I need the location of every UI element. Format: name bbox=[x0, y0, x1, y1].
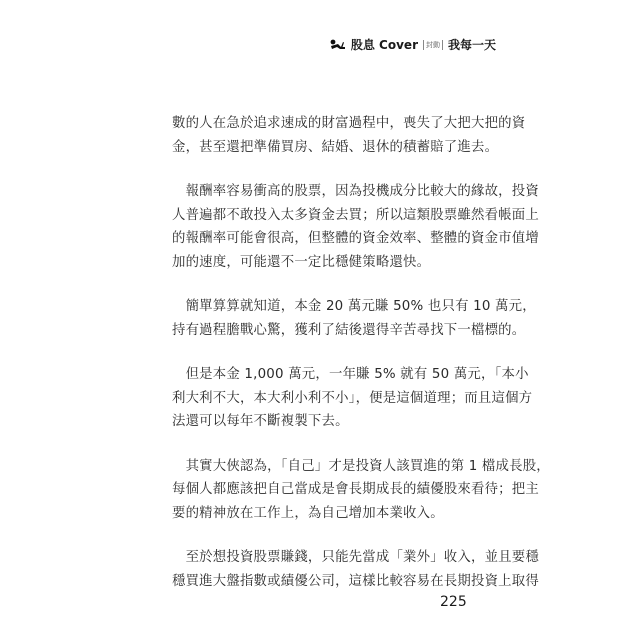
text-line: 人普遍都不敢投入太多資金去買；所以這類股票雖然看帳面上 bbox=[172, 207, 539, 223]
paragraph bbox=[172, 455, 550, 526]
text-line: 要的精神放在工作上，為自己增加本業收入。 bbox=[172, 505, 444, 521]
body-text bbox=[172, 112, 550, 614]
text-line: 加的速度，可能還不一定比穩健策略還快。 bbox=[172, 254, 431, 270]
text-line: 的報酬率可能會很高，但整體的資金效率、整體的資金市值增 bbox=[172, 231, 539, 246]
text-line: 其實大俠認為，「自己」才是投資人該買進的第 1 檔成長股， bbox=[172, 458, 550, 474]
paragraph bbox=[172, 363, 533, 434]
text-line: 但是本金 1,000 萬元，一年賺 5% 就有 50 萬元，「本小 bbox=[172, 367, 529, 382]
paragraph bbox=[172, 180, 539, 274]
reclining-person-icon bbox=[329, 38, 347, 52]
text-line: 持有過程膽戰心驚，獲利了結後還得辛苦尋找下一檔標的。 bbox=[172, 322, 526, 338]
text-line: 利大利不大，本大利小利不小」，便是這個道理；而且這個方 bbox=[172, 390, 533, 406]
text-line: 穩買進大盤指數或績優公司，這樣比較容易在長期投資上取得 bbox=[172, 573, 539, 589]
header-title-post: 我每一天 bbox=[447, 38, 496, 52]
header-note: 封動 bbox=[423, 40, 443, 50]
paragraph bbox=[172, 112, 526, 159]
paragraph bbox=[172, 546, 539, 593]
paragraph bbox=[172, 295, 536, 342]
running-header bbox=[329, 36, 496, 53]
text-line: 每個人都應該把自己當成是會長期成長的績優股來看待；把主 bbox=[172, 482, 539, 497]
text-line: 簡單算算就知道，本金 20 萬元賺 50% 也只有 10 萬元， bbox=[172, 299, 536, 314]
text-line: 報酬率容易衝高的股票，因為投機成分比較大的緣故，投資 bbox=[172, 184, 539, 199]
text-line: 金，甚至還把準備買房、結婚、退休的積蓄賠了進去。 bbox=[172, 139, 499, 155]
header-title-pre: 股息 Cover bbox=[350, 38, 418, 52]
text-line: 法還可以每年不斷複製下去。 bbox=[172, 414, 349, 429]
text-line: 至於想投資股票賺錢，只能先當成「業外」收入，並且要穩 bbox=[172, 550, 539, 565]
page-number: 225 bbox=[440, 594, 467, 610]
text-line: 數的人在急於追求速成的財富過程中，喪失了大把大把的資 bbox=[172, 116, 526, 131]
